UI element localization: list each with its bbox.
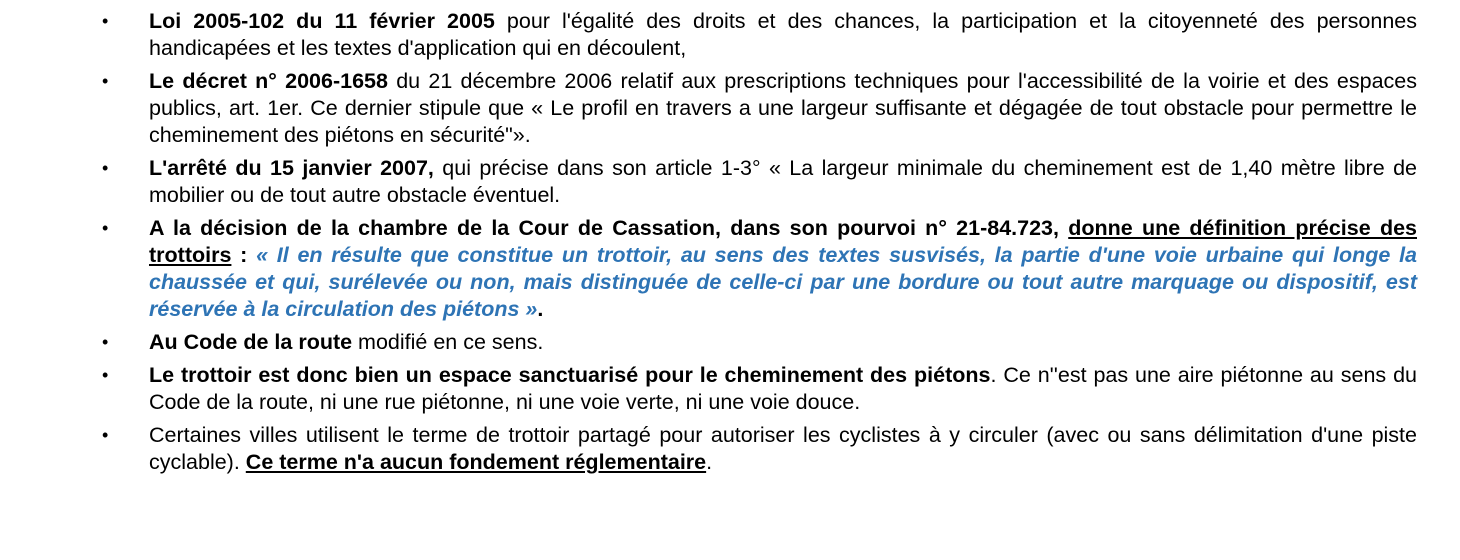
item-end: .: [706, 450, 713, 474]
bullet-icon: •: [102, 365, 109, 385]
no-legal-basis-statement: Ce terme n'a aucun fondement réglementaire: [245, 450, 707, 474]
bullet-list: [0, 8, 1460, 476]
item-text: Certaines villes utilisent le terme de trottoir partagé pour autoriser les cyclistes à y circuler (avec ou sans délimitation d'une piste cyclable).: [149, 423, 1417, 474]
list-item: [0, 422, 1460, 476]
list-item: [0, 68, 1460, 149]
bullet-icon: •: [102, 158, 109, 178]
list-item: [0, 329, 1460, 356]
list-item: [0, 215, 1460, 323]
bullet-icon: •: [102, 332, 109, 352]
item-text: modifié en ce sens.: [352, 330, 544, 354]
document-body: [0, 8, 1460, 482]
item-text: qui précise dans son article 1-3° « La largeur minimale du cheminement est de 1,40 mètre libre de mobilier ou de tout autre obstacle éventuel.: [149, 156, 1417, 207]
list-item: [0, 362, 1460, 416]
item-text: . Ce n''est pas une aire piétonne au sens du Code de la route, ni une rue piétonne, ni une voie verte, ni une voie douce.: [149, 363, 1417, 414]
sidewalk-statement: Le trottoir est donc bien un espace sanctuarisé pour le cheminement des piétons: [149, 363, 991, 387]
court-decision-intro: A la décision de la chambre de la Cour de Cassation, dans son pourvoi n° 21-84.723,: [149, 216, 1069, 240]
law-title: Loi 2005-102 du 11 février 2005: [149, 9, 495, 33]
bullet-icon: •: [102, 218, 109, 238]
court-decision-underlined: donne une définition précise des trottoirs: [149, 216, 1417, 267]
list-item: [0, 155, 1460, 209]
decree-title: Le décret n° 2006-1658: [149, 69, 388, 93]
item-text: pour l'égalité des droits et des chances, la participation et la citoyenneté des personnes handicapées et les textes d'application qui en découlent,: [149, 9, 1417, 60]
court-decision-colon: :: [231, 243, 257, 267]
order-title: L'arrêté du 15 janvier 2007,: [149, 156, 434, 180]
list-item: [0, 8, 1460, 62]
bullet-icon: •: [102, 71, 109, 91]
highway-code-title: Au Code de la route: [149, 330, 353, 354]
item-text: du 21 décembre 2006 relatif aux prescriptions techniques pour l'accessibilité de la voirie et des espaces publics, art. 1er. Ce dernier stipule que « Le profil en travers a une largeur suffisante et dégagée de tout obstacle pour permettre le cheminement des piétons en sécurité"».: [149, 69, 1417, 147]
court-decision-quote: « Il en résulte que constitue un trottoir, au sens des textes susvisés, la partie d'une voie urbaine qui longe la chaussée et qui, surélevée ou non, mais distinguée de celle-ci par une bordure ou tout autre marquage ou dispositif, est réservée à la circulation des piétons »: [149, 243, 1418, 321]
item-end: .: [537, 297, 544, 321]
bullet-icon: •: [102, 11, 109, 31]
bullet-icon: •: [102, 425, 109, 445]
